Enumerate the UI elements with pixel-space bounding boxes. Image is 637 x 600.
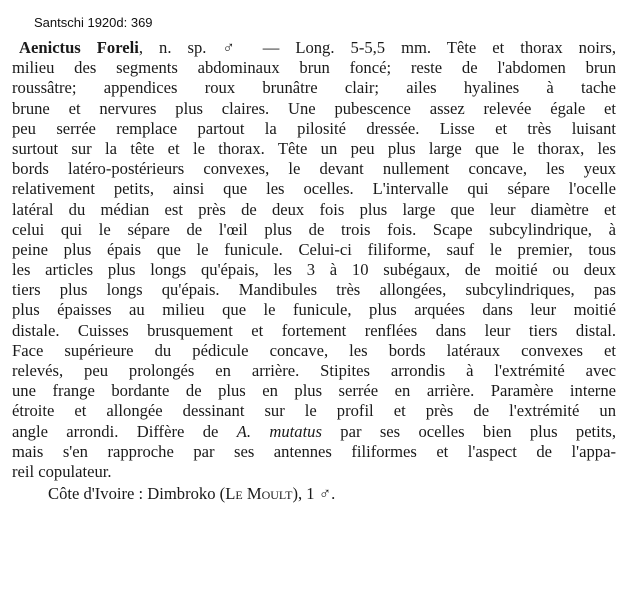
- description-line: distale. Cuisses brusquement et fortement renflées dans leur tiers distal.: [12, 320, 616, 340]
- description-line: tiers plus longs qu'épais. Mandibules très allongées, subcylindriques, pas: [12, 280, 616, 300]
- description-line: surtout sur la tête et le thorax. Tête un peu plus large que le thorax, les: [12, 138, 616, 158]
- description-line: celui qui le sépare de l'œil plus de trois fois. Scape subcylindrique, à: [12, 219, 616, 239]
- citation-label: Santschi 1920d: 369: [34, 15, 153, 30]
- description-line: bords latéro-postérieurs convexes, le devant nullement concave, les yeux: [12, 159, 616, 179]
- description-line: brune et nervures plus claires. Une pubescence assez relevée égale et: [12, 98, 616, 118]
- description-line: mais s'en rapproche par ses antennes filiformes et l'aspect de l'appa-: [12, 441, 616, 461]
- genus-name: Aenictus: [19, 38, 81, 57]
- description-line: relevés, peu prolongés en arrière. Stipites arrondis à l'extrémité avec: [12, 361, 616, 380]
- description-line-last: reil copulateur.: [12, 461, 112, 481]
- description-line-1: [12, 38, 616, 58]
- description-line: Face supérieure du pédicule concave, les bords latéraux convexes et: [12, 340, 616, 360]
- description-line: plus épaisses au milieu que le funicule, plus arquées dans leur moitié: [12, 300, 616, 320]
- collector-name: Le Moult: [225, 484, 293, 504]
- description-line: milieu des segments abdominaux brun foncé; reste de l'abdomen brun: [12, 58, 616, 78]
- description-line: peine plus épais que le funicule. Celui-ci filiforme, sauf le premier, tous: [12, 239, 616, 259]
- locality-line: [12, 484, 616, 504]
- description-line: peu serrée remplace partout la pilosité dressée. Lisse et très luisant: [12, 118, 616, 138]
- description-line: angle arrondi. Diffère de A. mutatus par ses ocelles bien plus petits,: [12, 421, 616, 441]
- description-line: une frange bordante de plus en plus serrée en arrière. Paramère interne: [12, 381, 616, 401]
- species-reference: A. mutatus: [236, 421, 322, 441]
- first-line-rest: , n. sp. ♂ — Long. 5-5,5 mm. Tête et thorax noirs,: [138, 38, 616, 57]
- species-description: [12, 38, 616, 504]
- description-line: les articles plus longs qu'épais, les 3 à 10 subégaux, de moitié ou deux: [12, 260, 616, 280]
- description-line: étroite et allongée dessinant sur le profil et près de l'extrémité un: [12, 401, 616, 421]
- species-name: Foreli: [96, 38, 139, 57]
- description-line: relativement petits, ainsi que les ocelles. L'intervalle qui sépare l'ocelle: [12, 179, 616, 199]
- description-line: latéral du médian est près de deux fois plus large que leur diamètre et: [12, 199, 616, 219]
- locality-prefix: Côte d'Ivoire : Dimbroko (: [48, 484, 226, 504]
- locality-suffix: ), 1 ♂.: [292, 484, 336, 504]
- description-line: roussâtre; appendices roux brunâtre clair; ailes hyalines à tache: [12, 78, 616, 98]
